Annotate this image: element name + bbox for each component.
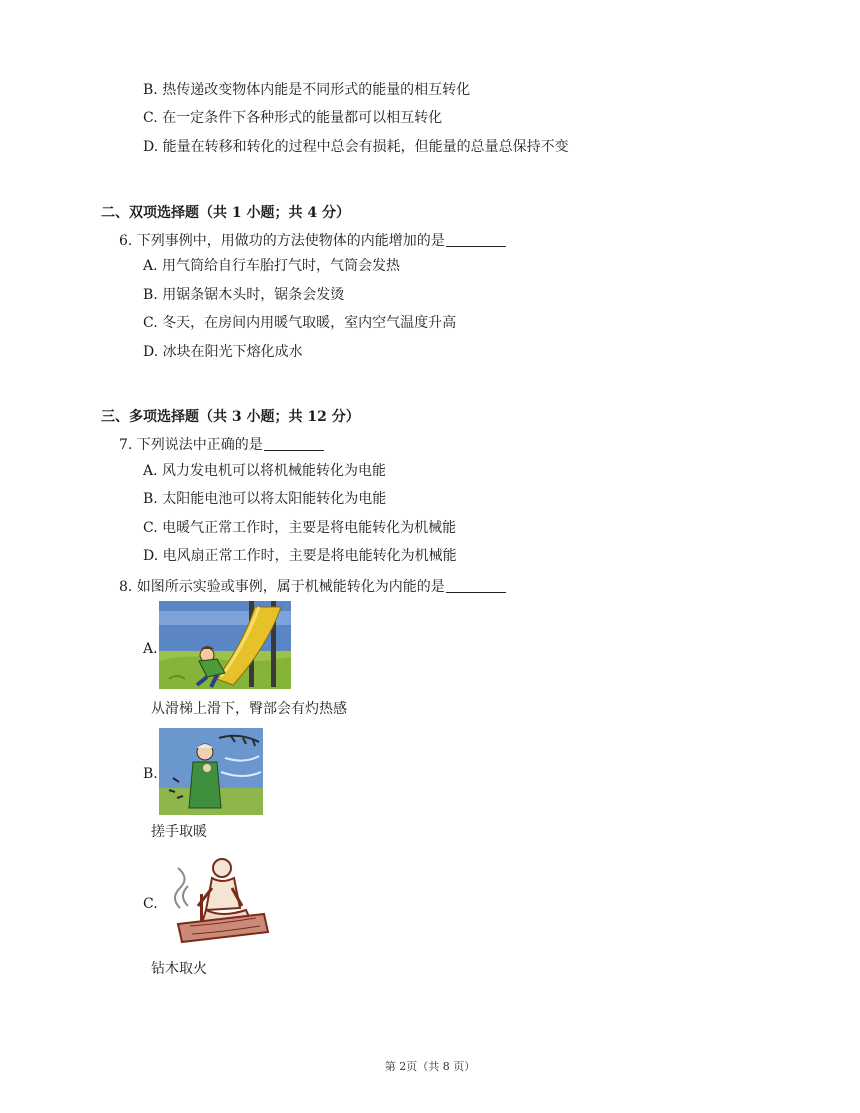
q6-option-c: C. 冬天，在房间内用暖气取暖，室内空气温度升高 [143,315,457,331]
q5-option-c: C. 在一定条件下各种形式的能量都可以相互转化 [143,110,443,126]
q7-option-a: A. 风力发电机可以将机械能转化为电能 [143,463,387,479]
question-7-stem [119,435,324,455]
answer-blank [446,578,506,593]
rubbing-hands-icon [159,728,263,815]
q7-option-d: D. 电风扇正常工作时，主要是将电能转化为机械能 [143,548,457,564]
q6-option-b: B. 用锯条锯木头时，锯条会发烫 [143,287,345,303]
q5-option-d: D. 能量在转移和转化的过程中总会有损耗，但能量的总量总保持不变 [143,139,569,155]
q7-option-b: B. 太阳能电池可以将太阳能转化为电能 [143,491,387,507]
page-number-footer: 第 2页（共 8 页） [384,1060,476,1073]
q8-option-a-letter: A. [143,641,158,657]
q8-option-b-letter: B. [143,766,158,782]
q8-option-b-caption: 搓手取暖 [151,824,207,840]
q5-option-b: B. 热传递改变物体内能是不同形式的能量的相互转化 [143,82,471,98]
question-6-text: 6. 下列事例中，用做功的方法使物体的内能增加的是 [119,233,445,249]
slide-child-icon [159,601,291,689]
question-7-text: 7. 下列说法中正确的是 [119,437,263,453]
section-heading-double-choice: 二、双项选择题（共 1 小题；共 4 分） [101,205,350,221]
q8-option-c-caption: 钻木取火 [151,961,207,977]
q6-option-a: A. 用气筒给自行车胎打气时，气筒会发热 [143,258,401,274]
answer-blank [264,436,324,451]
q7-option-c: C. 电暖气正常工作时，主要是将电能转化为机械能 [143,520,457,536]
q8-option-a-caption: 从滑梯上滑下，臀部会有灼热感 [151,701,347,717]
drilling-wood-fire-icon [160,854,276,948]
question-8-text: 8. 如图所示实验或事例，属于机械能转化为内能的是 [119,579,445,595]
section-heading-multiple-choice: 三、多项选择题（共 3 小题；共 12 分） [101,409,360,425]
answer-blank [446,232,506,247]
question-6-stem [119,231,506,251]
question-8-stem [119,577,506,597]
q8-option-c-letter: C. [143,896,158,912]
q6-option-d: D. 冰块在阳光下熔化成水 [143,344,303,360]
